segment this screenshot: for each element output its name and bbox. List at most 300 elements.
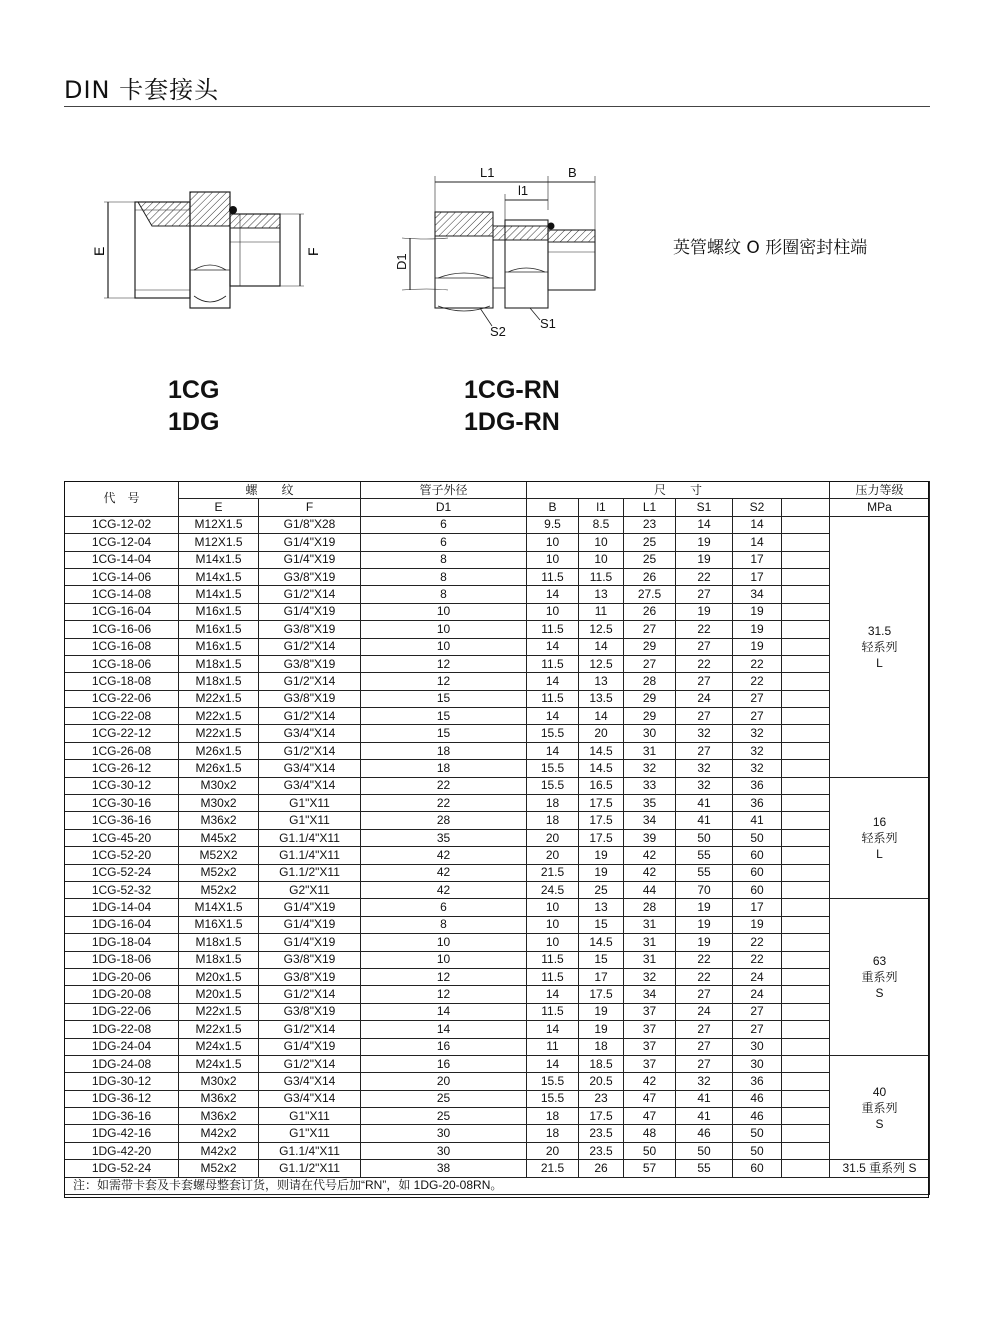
cell-s1: 55 [676,1160,733,1177]
cell-b: 10 [527,916,579,933]
cell-e: M14x1.5 [179,586,259,603]
cell-b: 10 [527,551,579,568]
cell-e: M26x1.5 [179,742,259,759]
cell-l1: 12.5 [579,621,624,638]
cell-e: M26x1.5 [179,760,259,777]
table-note-row [65,1177,930,1194]
cell-b: 14 [527,708,579,725]
cell-s1: 19 [676,916,733,933]
cell-l1: 29 [624,690,676,707]
header-s1: S1 [676,499,733,516]
cell-s2: 60 [733,1160,782,1177]
cell-blank [782,951,830,968]
header-code: 代 号 [65,482,179,517]
cell-l1: 34 [624,986,676,1003]
cell-blank [782,1108,830,1125]
cell-s2: 32 [733,742,782,759]
cell-l1: 19 [579,1021,624,1038]
cell-code: 1CG-52-32 [65,881,179,898]
table-row [65,742,930,759]
cell-code: 1DG-22-08 [65,1021,179,1038]
cell-l1: 26 [624,568,676,585]
cell-d1: 15 [361,725,527,742]
cell-s1: 14 [676,516,733,533]
cell-f: G3/8"X19 [259,1003,361,1020]
cell-d1: 28 [361,812,527,829]
cell-s2: 46 [733,1090,782,1107]
pressure-grade-line: 40 [872,1084,887,1099]
cell-f: G1"X11 [259,812,361,829]
cell-d1: 6 [361,899,527,916]
cell-code: 1CG-16-06 [65,621,179,638]
pressure-grade-cell [830,899,930,1056]
cell-l1: 29 [624,708,676,725]
cell-l1: 32 [624,968,676,985]
table-row [65,586,930,603]
cell-code: 1DG-24-08 [65,1055,179,1072]
cell-d1: 8 [361,568,527,585]
pressure-grade-cell [830,777,930,899]
cell-l1: 14.5 [579,934,624,951]
pressure-grade-line: 31.5 [867,623,892,638]
cell-f: G3/4"X14 [259,1090,361,1107]
cell-blank [782,881,830,898]
cell-l1: 37 [624,1021,676,1038]
cell-code: 1CG-36-16 [65,812,179,829]
spec-table [64,481,930,1195]
cell-f: G1/2"X14 [259,986,361,1003]
cell-s2: 17 [733,899,782,916]
cell-code: 1DG-18-04 [65,934,179,951]
cell-l1: 31 [624,742,676,759]
cell-f: G1.1/4"X11 [259,847,361,864]
table-row [65,1073,930,1090]
cell-s1: 24 [676,690,733,707]
cell-f: G3/8"X19 [259,951,361,968]
pressure-grade-line: 轻系列 [861,831,898,845]
cell-b: 14 [527,1021,579,1038]
cell-l1: 39 [624,829,676,846]
cell-s2: 27 [733,708,782,725]
cell-e: M18x1.5 [179,934,259,951]
cell-e: M16x1.5 [179,638,259,655]
cell-l1: 29 [624,638,676,655]
cell-d1: 8 [361,586,527,603]
cell-s2: 27 [733,1021,782,1038]
cell-code: 1DG-42-16 [65,1125,179,1142]
cell-s2: 27 [733,1003,782,1020]
cell-s2: 22 [733,655,782,672]
dim-label-l1: l1 [518,183,529,198]
cell-l1: 23.5 [579,1125,624,1142]
cell-e: M18x1.5 [179,951,259,968]
table-header-row-1 [65,482,930,499]
cell-l1: 16.5 [579,777,624,794]
cell-l1: 11.5 [579,568,624,585]
cell-f: G1.1/2"X11 [259,1160,361,1177]
cell-code: 1DG-42-20 [65,1142,179,1159]
cell-l1: 10 [579,534,624,551]
cell-e: M18x1.5 [179,673,259,690]
cell-s1: 41 [676,1108,733,1125]
cell-blank [782,986,830,1003]
cell-l1: 57 [624,1160,676,1177]
cell-blank [782,1073,830,1090]
cell-b: 11.5 [527,655,579,672]
cell-e: M52x2 [179,881,259,898]
cell-s1: 27 [676,742,733,759]
table-row [65,934,930,951]
model-1dg-rn: 1DG-RN [464,408,560,436]
cell-d1: 12 [361,673,527,690]
cell-f: G1/4"X19 [259,1038,361,1055]
cell-code: 1DG-36-16 [65,1108,179,1125]
cell-l1: 28 [624,673,676,690]
cell-d1: 14 [361,1021,527,1038]
table-row [65,673,930,690]
cell-f: G1/4"X19 [259,551,361,568]
cell-s2: 17 [733,551,782,568]
pressure-grade-line: L [876,847,883,861]
cell-d1: 22 [361,777,527,794]
cell-s2: 19 [733,638,782,655]
table-row [65,951,930,968]
cell-b: 20 [527,829,579,846]
dim-label-l1-length: L1 [480,165,495,180]
cell-code: 1DG-52-24 [65,1160,179,1177]
cell-l1: 28 [624,899,676,916]
cell-e: M18x1.5 [179,655,259,672]
header-s2: S2 [733,499,782,516]
cell-s2: 36 [733,795,782,812]
cell-s1: 19 [676,934,733,951]
cell-s2: 22 [733,951,782,968]
cell-s1: 19 [676,899,733,916]
cell-f: G1/2"X14 [259,742,361,759]
cell-l1: 13 [579,899,624,916]
cell-l1: 50 [624,1142,676,1159]
cell-b: 11.5 [527,690,579,707]
cell-code: 1CG-12-04 [65,534,179,551]
cell-blank [782,708,830,725]
cell-s1: 50 [676,1142,733,1159]
cell-l1: 48 [624,1125,676,1142]
cell-f: G3/4"X14 [259,725,361,742]
cell-f: G1.1/4"X11 [259,829,361,846]
table-row [65,1090,930,1107]
cell-d1: 16 [361,1055,527,1072]
cell-l1: 27 [624,655,676,672]
cell-code: 1CG-16-04 [65,603,179,620]
cell-b: 18 [527,1125,579,1142]
model-labels-right [464,374,560,438]
header-l1-small: l1 [579,499,624,516]
cell-l1: 19 [579,847,624,864]
cell-l1: 23 [624,516,676,533]
cell-b: 15.5 [527,725,579,742]
cell-l1: 26 [624,603,676,620]
cell-e: M36x2 [179,1108,259,1125]
cell-e: M20x1.5 [179,986,259,1003]
cell-l1: 14 [579,638,624,655]
fitting-drawing-1cg-rn [380,160,620,340]
cell-code: 1CG-18-08 [65,673,179,690]
cell-b: 11.5 [527,621,579,638]
cell-s1: 24 [676,1003,733,1020]
cell-f: G1"X11 [259,1125,361,1142]
cell-f: G3/8"X19 [259,968,361,985]
table-row [65,916,930,933]
table-row [65,847,930,864]
cell-blank [782,1090,830,1107]
table-header-row-2 [65,499,930,516]
cell-b: 10 [527,934,579,951]
table-row [65,1108,930,1125]
pressure-grade-cell [830,1160,930,1177]
cell-b: 15.5 [527,1090,579,1107]
cell-s1: 27 [676,708,733,725]
table-row [65,1021,930,1038]
cell-d1: 20 [361,1073,527,1090]
table-row [65,986,930,1003]
cell-e: M16x1.5 [179,621,259,638]
cell-l1: 44 [624,881,676,898]
cell-b: 10 [527,603,579,620]
cell-l1: 13 [579,673,624,690]
table-row [65,690,930,707]
table-row [65,777,930,794]
cell-f: G3/8"X19 [259,655,361,672]
cell-f: G1/8"X28 [259,516,361,533]
cell-blank [782,1142,830,1159]
cell-f: G3/8"X19 [259,621,361,638]
cell-b: 11.5 [527,968,579,985]
cell-b: 14 [527,1055,579,1072]
header-e: E [179,499,259,516]
cell-code: 1DG-16-04 [65,916,179,933]
cell-l1: 20 [579,725,624,742]
cell-b: 21.5 [527,864,579,881]
cell-l1: 31 [624,951,676,968]
cell-l1: 14.5 [579,760,624,777]
header-b: B [527,499,579,516]
cell-l1: 26 [579,1160,624,1177]
cell-f: G3/4"X14 [259,777,361,794]
cell-e: M22x1.5 [179,1003,259,1020]
cell-blank [782,603,830,620]
cell-code: 1DG-30-12 [65,1073,179,1090]
dim-label-s1: S1 [540,316,556,331]
cell-e: M14x1.5 [179,568,259,585]
dim-label-b: B [568,165,577,180]
cell-blank [782,516,830,533]
cell-blank [782,1125,830,1142]
cell-e: M14x1.5 [179,551,259,568]
cell-e: M22x1.5 [179,708,259,725]
cell-f: G1/4"X19 [259,934,361,951]
cell-d1: 22 [361,795,527,812]
table-row [65,1160,930,1177]
table-row [65,795,930,812]
cell-b: 14 [527,986,579,1003]
cell-blank [782,655,830,672]
cell-l1: 17.5 [579,812,624,829]
header-size: 尺 寸 [527,482,830,499]
cell-b: 11.5 [527,951,579,968]
cell-b: 20 [527,1142,579,1159]
cell-e: M24x1.5 [179,1038,259,1055]
cell-s1: 27 [676,1055,733,1072]
cell-d1: 35 [361,829,527,846]
cell-code: 1DG-20-08 [65,986,179,1003]
pressure-grade-line: S [875,986,884,1001]
header-unit: MPa [830,499,930,516]
cell-l1: 17.5 [579,829,624,846]
pressure-grade-cell [830,516,930,777]
cell-s1: 22 [676,655,733,672]
page-title: DIN 卡套接头 [64,76,220,104]
table-row [65,1003,930,1020]
cell-code: 1CG-16-08 [65,638,179,655]
cell-s2: 50 [733,829,782,846]
cell-l1: 25 [579,881,624,898]
cell-d1: 8 [361,916,527,933]
cell-s2: 19 [733,916,782,933]
cell-code: 1CG-14-04 [65,551,179,568]
cell-s2: 22 [733,673,782,690]
cell-code: 1CG-22-06 [65,690,179,707]
cell-e: M36x2 [179,1090,259,1107]
header-d1: D1 [361,499,527,516]
cell-b: 11 [527,1038,579,1055]
cell-code: 1CG-30-12 [65,777,179,794]
cell-code: 1DG-14-04 [65,899,179,916]
cell-d1: 38 [361,1160,527,1177]
cell-l1: 12.5 [579,655,624,672]
cell-s2: 34 [733,586,782,603]
cell-s1: 41 [676,1090,733,1107]
cell-code: 1CG-30-16 [65,795,179,812]
header-l1: L1 [624,499,676,516]
cell-blank [782,760,830,777]
cell-d1: 16 [361,1038,527,1055]
table-row [65,1038,930,1055]
cell-e: M36x2 [179,812,259,829]
table-row [65,655,930,672]
table-row [65,725,930,742]
cell-l1: 14.5 [579,742,624,759]
cell-blank [782,690,830,707]
cell-code: 1DG-22-06 [65,1003,179,1020]
cell-code: 1DG-18-06 [65,951,179,968]
table-row [65,621,930,638]
cell-f: G3/8"X19 [259,568,361,585]
pressure-grade-line: 16 [872,815,887,829]
cell-b: 14 [527,586,579,603]
cell-b: 15.5 [527,1073,579,1090]
cell-blank [782,916,830,933]
cell-s2: 22 [733,934,782,951]
cell-e: M45x2 [179,829,259,846]
cell-d1: 12 [361,655,527,672]
cell-code: 1DG-24-04 [65,1038,179,1055]
cell-d1: 10 [361,951,527,968]
cell-blank [782,621,830,638]
cell-l1: 47 [624,1090,676,1107]
cell-d1: 10 [361,603,527,620]
cell-l1: 25 [624,534,676,551]
cell-e: M12X1.5 [179,534,259,551]
cell-s1: 55 [676,847,733,864]
cell-blank [782,795,830,812]
cell-s2: 19 [733,621,782,638]
cell-l1: 35 [624,795,676,812]
cell-f: G1.1/2"X11 [259,864,361,881]
cell-s1: 27 [676,638,733,655]
cell-d1: 12 [361,968,527,985]
cell-e: M42x2 [179,1142,259,1159]
cell-s1: 27 [676,1038,733,1055]
table-row [65,603,930,620]
dim-label-f: F [305,247,321,256]
cell-f: G1/2"X14 [259,586,361,603]
cell-s2: 60 [733,864,782,881]
cell-l1: 18.5 [579,1055,624,1072]
cell-l1: 8.5 [579,516,624,533]
cell-f: G1/2"X14 [259,673,361,690]
cell-s2: 32 [733,760,782,777]
cell-d1: 42 [361,881,527,898]
pressure-grade-line: S [875,1116,884,1131]
cell-blank [782,568,830,585]
cell-s2: 19 [733,603,782,620]
cell-b: 21.5 [527,1160,579,1177]
cell-l1: 34 [624,812,676,829]
cell-b: 15.5 [527,760,579,777]
cell-l1: 27.5 [624,586,676,603]
cell-code: 1CG-45-20 [65,829,179,846]
cell-s2: 60 [733,881,782,898]
cell-f: G1/4"X19 [259,899,361,916]
model-1dg: 1DG [168,408,220,436]
table-row [65,568,930,585]
cell-l1: 14 [579,708,624,725]
cell-s1: 32 [676,1073,733,1090]
header-tube-od: 管子外径 [361,482,527,499]
table-row [65,708,930,725]
cell-d1: 30 [361,1142,527,1159]
cell-blank [782,968,830,985]
cell-l1: 42 [624,847,676,864]
cell-d1: 6 [361,534,527,551]
cell-e: M20x1.5 [179,968,259,985]
cell-l1: 37 [624,1055,676,1072]
cell-code: 1DG-36-12 [65,1090,179,1107]
pressure-grade-line: 31.5 重系列 S [842,1161,917,1176]
cell-e: M30x2 [179,777,259,794]
cell-b: 15.5 [527,777,579,794]
cell-blank [782,1055,830,1072]
cell-l1: 27 [624,621,676,638]
cell-l1: 31 [624,934,676,951]
cell-code: 1CG-14-08 [65,586,179,603]
cell-l1: 13 [579,586,624,603]
cell-f: G1"X11 [259,1108,361,1125]
header-pressure: 压力等级 [830,482,930,499]
pressure-grade-line: L [876,655,883,670]
cell-l1: 17.5 [579,986,624,1003]
cell-f: G1/4"X19 [259,916,361,933]
